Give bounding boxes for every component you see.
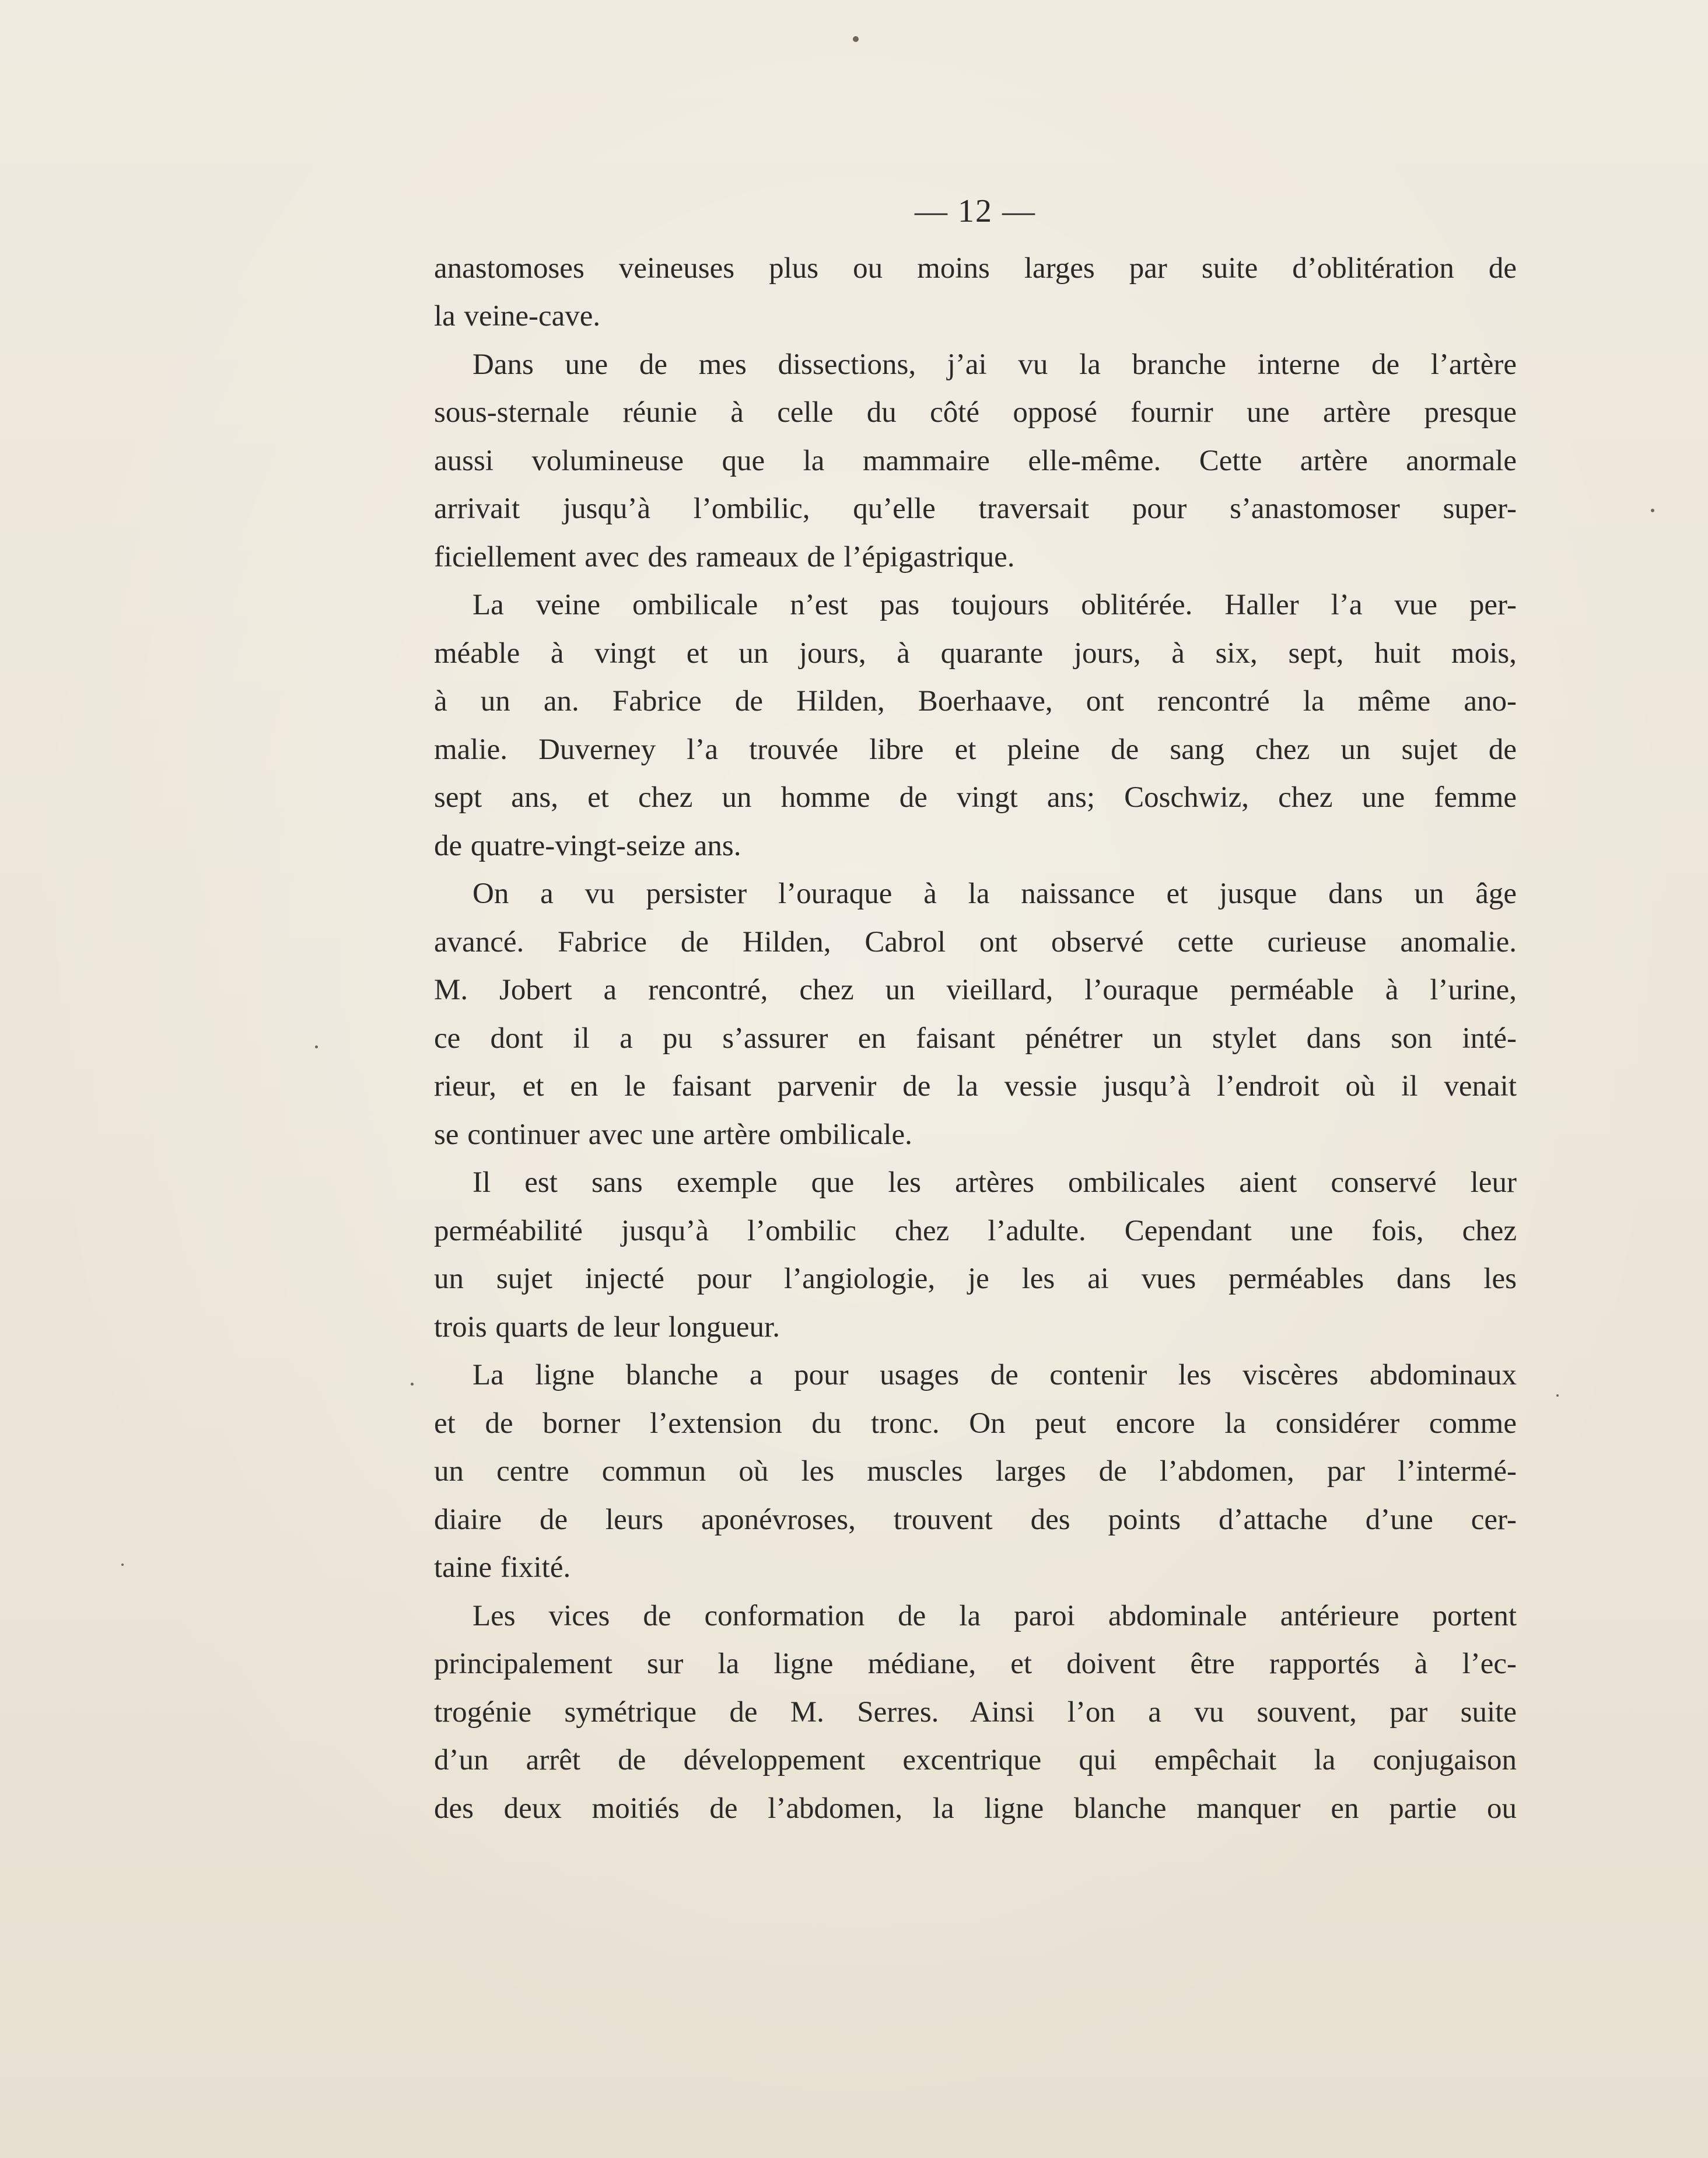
text-line: sous-sternale réunie à celle du côté opposé fournir une artère presque — [434, 396, 1517, 429]
text-line: rieur, et en le faisant parvenir de la vessie jusqu’à l’endroit où il venait — [434, 1070, 1517, 1103]
text-line: sept ans, et chez un homme de vingt ans; Coschwiz, chez une femme — [434, 781, 1517, 814]
text-line: La ligne blanche a pour usages de contenir les viscères abdominaux — [473, 1359, 1517, 1391]
text-line: principalement sur la ligne médiane, et doivent être rapportés à l’ec- — [434, 1648, 1517, 1680]
text-line: méable à vingt et un jours, à quarante jours, à six, sept, huit mois, — [434, 637, 1517, 670]
paper-speck — [1651, 509, 1654, 512]
text-line: à un an. Fabrice de Hilden, Boerhaave, ont rencontré la même ano- — [434, 685, 1517, 718]
text-line: trois quarts de leur longueur. — [434, 1311, 780, 1344]
text-line: Il est sans exemple que les artères ombilicales aient conservé leur — [473, 1166, 1517, 1199]
text-line: anastomoses veineuses plus ou moins larges par suite d’oblitération de — [434, 252, 1517, 285]
text-line: avancé. Fabrice de Hilden, Cabrol ont observé cette curieuse anomalie. — [434, 926, 1517, 959]
text-line: Les vices de conformation de la paroi abdominale antérieure portent — [473, 1600, 1517, 1632]
text-line: perméabilité jusqu’à l’ombilic chez l’adulte. Cependant une fois, chez — [434, 1215, 1517, 1247]
text-line: La veine ombilicale n’est pas toujours oblitérée. Haller l’a vue per- — [473, 589, 1517, 621]
paper-speck — [1556, 1394, 1559, 1397]
paper-speck — [315, 1045, 318, 1048]
text-line: ficiellement avec des rameaux de l’épigastrique. — [434, 541, 1015, 573]
text-line: se continuer avec une artère ombilicale. — [434, 1118, 912, 1151]
text-line: taine fixité. — [434, 1551, 571, 1584]
text-line: trogénie symétrique de M. Serres. Ainsi l’on a vu souvent, par suite — [434, 1696, 1517, 1729]
text-line: d’un arrêt de développement excentrique qui empêchait la conjugaison — [434, 1744, 1517, 1776]
text-line: malie. Duverney l’a trouvée libre et pleine de sang chez un sujet de — [434, 733, 1517, 766]
text-line: de quatre-vingt-seize ans. — [434, 830, 741, 862]
text-line: M. Jobert a rencontré, chez un vieillard, l’ouraque perméable à l’urine, — [434, 974, 1517, 1006]
text-line: ce dont il a pu s’assurer en faisant pénétrer un stylet dans son inté- — [434, 1022, 1517, 1055]
text-line: et de borner l’extension du tronc. On peut encore la considérer comme — [434, 1407, 1517, 1440]
text-line: la veine-cave. — [434, 300, 601, 333]
text-line: aussi volumineuse que la mammaire elle-même. Cette artère anormale — [434, 445, 1517, 477]
text-line: On a vu persister l’ouraque à la naissance et jusque dans un âge — [473, 877, 1517, 910]
paper-speck — [411, 1383, 414, 1386]
text-line: diaire de leurs aponévroses, trouvent des points d’attache d’une cer- — [434, 1503, 1517, 1536]
text-line: des deux moitiés de l’abdomen, la ligne blanche manquer en partie ou — [434, 1792, 1517, 1825]
text-line: un centre commun où les muscles larges de l’abdomen, par l’intermé- — [434, 1455, 1517, 1488]
text-line: un sujet injecté pour l’angiologie, je les ai vues perméables dans les — [434, 1262, 1517, 1295]
page-number: — 12 — — [915, 193, 1036, 229]
text-line: arrivait jusqu’à l’ombilic, qu’elle traversait pour s’anastomoser super- — [434, 492, 1517, 525]
paper-speck — [853, 36, 859, 42]
paper-speck — [121, 1564, 124, 1566]
text-line: Dans une de mes dissections, j’ai vu la branche interne de l’artère — [473, 348, 1517, 381]
